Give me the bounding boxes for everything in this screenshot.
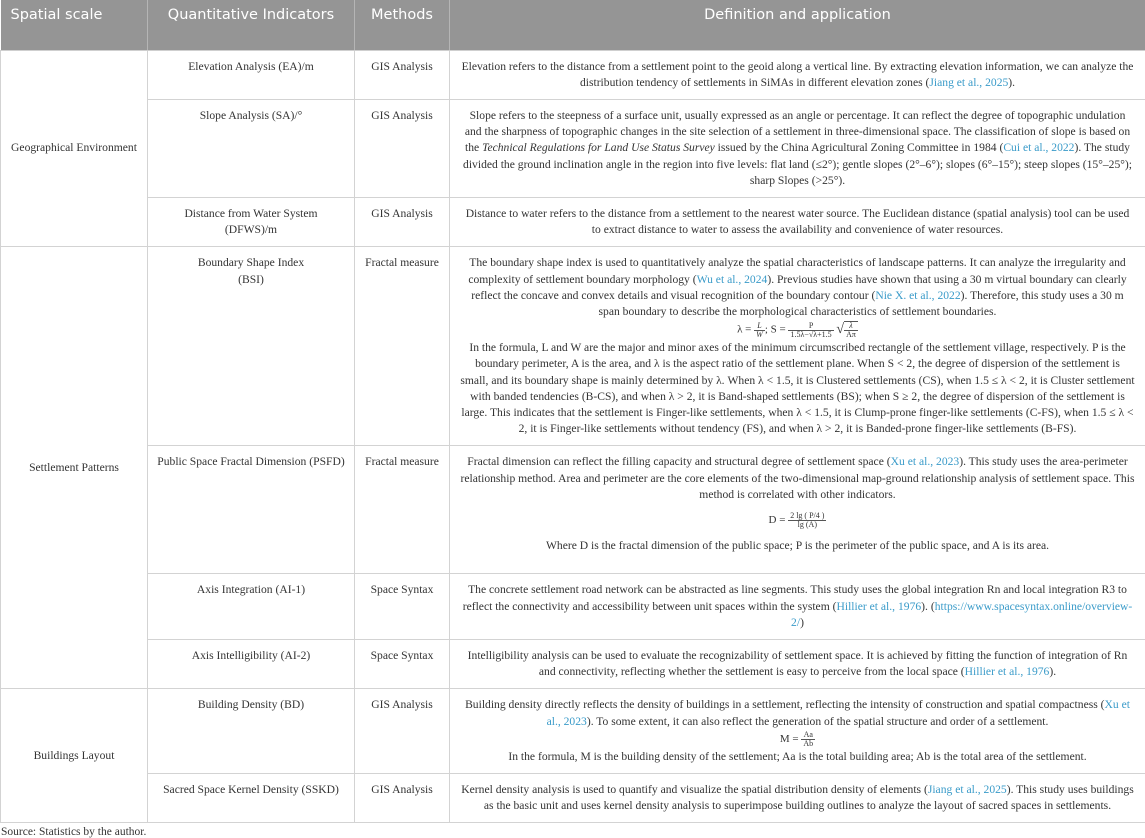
definition-cell: Fractal dimension can reflect the filling capacity and structural degree of settlement space (Xu et al., 2023). This study uses the area-perimeter relationship method. Area and perimeter are the core elements of the two-dimensional map-ground relationship analysis of settlement space. This method is correlated with other indicators. D = $\frac{2 \lg ( P/4 )}{\lg (A)}$ Where D is the fractal dimension of the public space; P is the perimeter of the public space, and A is its area.: [450, 446, 1145, 574]
table-row: [1, 689, 1145, 774]
definition-cell: The concrete settlement road network can be abstracted as line segments. This study uses the global integration Rn and local integration R3 to reflect the connectivity and accessibility between unit spaces within the system (Hillier et al., 1976). (https://www.spacesyntax.online/overview-2/): [450, 574, 1145, 640]
table-row: [1, 574, 1145, 640]
method-cell: GIS Analysis: [355, 50, 450, 99]
citation-link[interactable]: Xu et al., 2023: [547, 698, 1130, 727]
table-row: [1, 639, 1145, 688]
table-row: [1, 99, 1145, 197]
definition-cell: The boundary shape index is used to quantitatively analyze the spatial characteristics of landscape patterns. It can analyze the irregularity and complexity of settlement boundary morphology (Wu et al., 2024). Previous studies have shown that using a 30 m virtual boundary can clearly reflect the concave and convex details and visual recognition of the boundary contour (Nie X. et al., 2022). Therefore, this study uses a 30 m span boundary to describe the morphological characteristics of settlement boundaries. λ = $\frac{L}{W}$ ; S = $\frac{P}{1.5\lambda-√\lambda+1.5}$ √ $\frac{\lambda}{A\pi}$ In the formula, L and W are the major and minor axes of the minimum circumscribed rectangle of the settlement village, respectively. P is the boundary perimeter, A is the area, and λ is the aspect ratio of the settlement plane. When S < 2, the degree of dispersion of the settlement is small, and its boundary shape is mainly determined by λ. When λ < 1.5, it is Clustered settlements (CS), when 1.5 ≤ λ < 2, it is Cluster settlement with banded tendencies (B-CS), and when λ > 2, it is Band-shaped settlements (BS); when S ≥ 2, the degree of dispersion of the settlement is large. This indicates that the settlement is Finger-like settlements, when λ < 1.5, it is Clump-prone finger-like settlements (C-FS), when 1.5 ≤ λ < 2, it is Finger-like settlements without tendency (FS), and when λ > 2, it is Banded-prone finger-like settlements (B-FS).: [450, 247, 1145, 446]
indicator-cell: Elevation Analysis (EA)/m: [148, 50, 355, 99]
external-link[interactable]: https://www.spacesyntax.online/overview-2/: [791, 600, 1132, 629]
method-cell: Space Syntax: [355, 639, 450, 688]
bd-formula: M = $\frac{Aa}{Ab}$: [460, 731, 1135, 748]
method-cell: GIS Analysis: [355, 99, 450, 197]
method-cell: GIS Analysis: [355, 689, 450, 774]
psfd-formula: D = $\frac{2 \lg ( P/4 )}{\lg (A)}$: [460, 512, 1135, 529]
indicator-cell: Public Space Fractal Dimension (PSFD): [148, 446, 355, 574]
citation-link[interactable]: Jiang et al., 2025: [929, 76, 1008, 89]
method-cell: GIS Analysis: [355, 197, 450, 246]
indicator-cell: Sacred Space Kernel Density (SSKD): [148, 773, 355, 822]
definition-cell: Building density directly reflects the density of buildings in a settlement, reflecting the intensity of construction and spatial compactness (Xu et al., 2023). To some extent, it can also reflect the generation of the spatial structure and order of a settlement. M = $\frac{Aa}{Ab}$ In the formula, M is the building density of the settlement; Aa is the total building area; Ab is the total area of the settlement.: [450, 689, 1145, 774]
header-quantitative-indicators: Quantitative Indicators: [148, 0, 355, 50]
scale-buildings-layout: Buildings Layout: [1, 689, 148, 823]
citation-link[interactable]: Cui et al., 2022: [1003, 141, 1074, 154]
source-note: Source: Statistics by the author.: [0, 823, 1145, 838]
method-cell: Space Syntax: [355, 574, 450, 640]
citation-link[interactable]: Hillier et al., 1976: [836, 600, 921, 613]
scale-geographical-environment: Geographical Environment: [1, 50, 148, 247]
table-row: [1, 197, 1145, 246]
table-row: [1, 50, 1145, 99]
definition-cell: Distance to water refers to the distance from a settlement to the nearest water source. The Euclidean distance (spatial analysis) tool can be used to extract distance to water to assess the availability and convenience of water resources.: [450, 197, 1145, 246]
definition-cell: Intelligibility analysis can be used to evaluate the recognizability of settlement space. It is achieved by fitting the function of integration of Rn and connectivity, reflecting whether the settlement is easy to perceive from the local space (Hillier et al., 1976).: [450, 639, 1145, 688]
header-definition: Definition and application: [450, 0, 1145, 50]
method-cell: Fractal measure: [355, 446, 450, 574]
citation-link[interactable]: Jiang et al., 2025: [928, 783, 1007, 796]
definition-cell: Slope refers to the steepness of a surface unit, usually expressed as an angle or percentage. It can reflect the degree of topographic undulation and the sharpness of topographic changes in the site selection of a settlement in three-dimensional space. The classification of slope is based on the Technical Regulations for Land Use Status Survey issued by the China Agricultural Zoning Committee in 1984 (Cui et al., 2022). The study divided the ground inclination angle in the region into five levels: flat land (≤2°); gentle slopes (2°–6°); slopes (6°–15°); steep slopes (15°–25°); sharp Slopes (>25°).: [450, 99, 1145, 197]
citation-link[interactable]: Xu et al., 2023: [891, 455, 960, 468]
indicator-cell: Boundary Shape Index (BSI): [148, 247, 355, 446]
indicator-cell: Slope Analysis (SA)/°: [148, 99, 355, 197]
citation-link[interactable]: Nie X. et al., 2022: [875, 289, 960, 302]
bsi-formula: λ = $\frac{L}{W}$ ; S = $\frac{P}{1.5\lambda-√\lambda+1.5}$ √ $\frac{\lambda}{A\pi}$: [460, 321, 1135, 339]
method-cell: Fractal measure: [355, 247, 450, 446]
citation-link[interactable]: Wu et al., 2024: [697, 273, 768, 286]
header-spatial-scale: Spatial scale: [1, 0, 148, 50]
table-row: [1, 773, 1145, 822]
indicator-cell: Axis Intelligibility (AI-2): [148, 639, 355, 688]
header-methods: Methods: [355, 0, 450, 50]
header-row: [1, 0, 1145, 50]
table-row: [1, 247, 1145, 446]
citation-link[interactable]: Hillier et al., 1976: [965, 665, 1050, 678]
scale-settlement-patterns: Settlement Patterns: [1, 247, 148, 689]
definition-cell: Kernel density analysis is used to quantify and visualize the spatial distribution density of elements (Jiang et al., 2025). This study uses buildings as the basic unit and uses kernel density analysis to superimpose building outlines to analyze the layout of sacred spaces in settlements.: [450, 773, 1145, 822]
indicator-cell: Distance from Water System (DFWS)/m: [148, 197, 355, 246]
definition-cell: Elevation refers to the distance from a settlement point to the geoid along a vertical line. By extracting elevation information, we can analyze the distribution tendency of settlements in SiMAs in different elevation zones (Jiang et al., 2025).: [450, 50, 1145, 99]
indicator-cell: Building Density (BD): [148, 689, 355, 774]
table-row: [1, 446, 1145, 574]
indicator-cell: Axis Integration (AI-1): [148, 574, 355, 640]
method-cell: GIS Analysis: [355, 773, 450, 822]
